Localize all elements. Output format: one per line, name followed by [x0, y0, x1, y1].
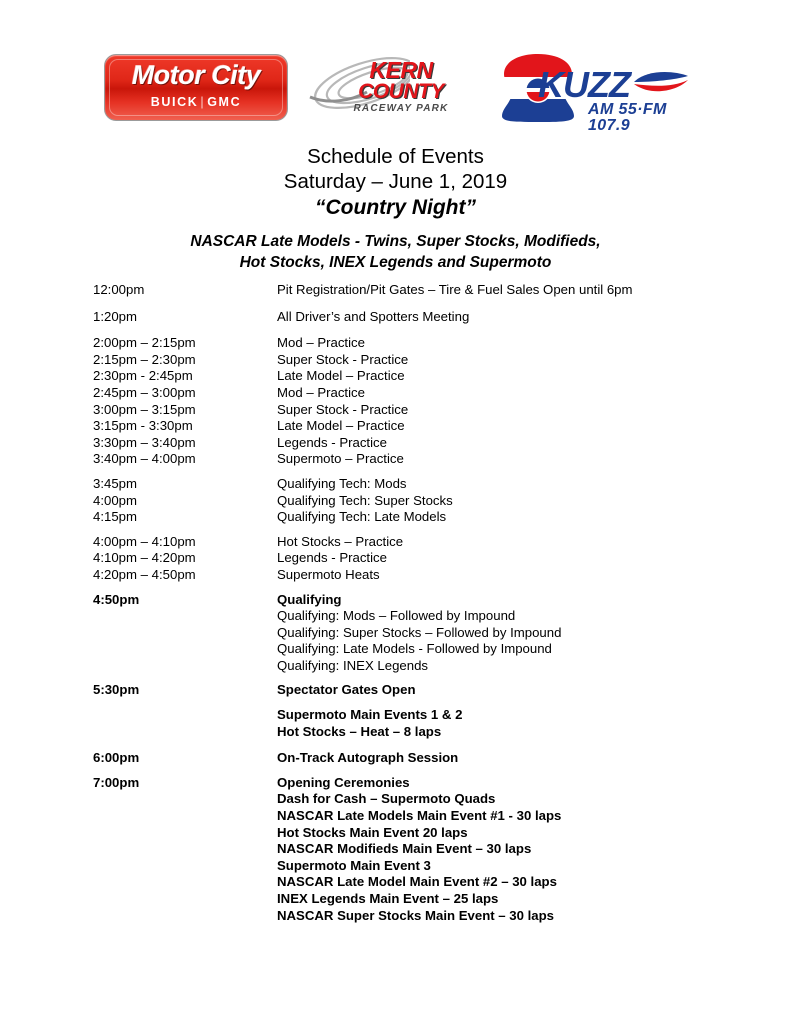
schedule-row	[0, 402, 791, 419]
schedule-row	[0, 567, 791, 584]
schedule-row-time: 4:50pm	[93, 591, 140, 607]
motor-city-logo-brands	[105, 96, 287, 109]
schedule-row-time: 2:15pm – 2:30pm	[93, 351, 196, 367]
schedule-row	[0, 550, 791, 567]
schedule-row	[0, 435, 791, 452]
schedule-row-time: 2:30pm - 2:45pm	[93, 368, 193, 384]
schedule-row-event: Hot Stocks Main Event 20 laps	[277, 824, 468, 840]
page-title: Schedule of Events	[307, 145, 484, 168]
county-label: COUNTY	[358, 79, 444, 103]
schedule-row	[0, 658, 791, 675]
schedule-row-time: 6:00pm	[93, 750, 140, 766]
schedule-row	[0, 509, 791, 526]
document-title-block	[0, 144, 791, 221]
schedule-row-event: Dash for Cash – Supermoto Quads	[277, 791, 496, 807]
schedule-row-event: Qualifying: Late Models - Followed by Impound	[277, 641, 552, 657]
schedule-row-event: Supermoto Main Events 1 & 2	[277, 707, 463, 723]
schedule-group	[0, 335, 791, 468]
schedule-row	[0, 841, 791, 858]
schedule-row	[0, 874, 791, 891]
schedule-group	[0, 707, 791, 740]
schedule-row-time: 4:15pm	[93, 509, 137, 525]
schedule-row	[0, 368, 791, 385]
schedule-row	[0, 750, 791, 767]
kern-county-logo-text	[341, 57, 461, 115]
schedule-row-event: Mod – Practice	[277, 384, 365, 400]
division-list-line-1: NASCAR Late Models - Twins, Super Stocks, Modifieds,	[190, 233, 601, 250]
schedule-group	[0, 476, 791, 526]
schedule-group	[0, 750, 791, 767]
schedule-row	[0, 724, 791, 741]
schedule-row	[0, 707, 791, 724]
schedule-row-time: 7:00pm	[93, 774, 140, 790]
schedule-row	[0, 891, 791, 908]
kern-label: KERN	[369, 57, 433, 83]
schedule-group	[0, 534, 791, 584]
schedule-row-event: Qualifying: Super Stocks – Followed by Impound	[277, 624, 562, 640]
schedule-row-event: Super Stock - Practice	[277, 351, 409, 367]
schedule-row-event: Mod – Practice	[277, 335, 365, 351]
schedule-row-time: 5:30pm	[93, 682, 140, 698]
schedule-row-event: Supermoto Heats	[277, 566, 380, 582]
kuzz-frequency-label: AM 55·FM 107.9	[588, 101, 667, 134]
schedule-row-time: 12:00pm	[93, 282, 145, 297]
schedule-group-spacer	[0, 584, 791, 592]
schedule-row-time: 3:30pm – 3:40pm	[93, 434, 196, 450]
schedule-row-time: 4:10pm – 4:20pm	[93, 550, 196, 566]
schedule-row-event: NASCAR Modifieds Main Event – 30 laps	[277, 841, 532, 857]
motor-city-logo-wordmark: Motor City	[131, 60, 261, 90]
schedule-row-event: Hot Stocks – Practice	[277, 533, 404, 549]
schedule-row	[0, 625, 791, 642]
schedule-row	[0, 309, 791, 326]
schedule-row	[0, 534, 791, 551]
schedule-row-time: 1:20pm	[93, 308, 137, 324]
schedule-group-spacer	[0, 699, 791, 707]
schedule-row	[0, 592, 791, 609]
schedule-row-time: 2:45pm – 3:00pm	[93, 384, 196, 400]
kuzz-wordmark: KUZZ	[538, 64, 630, 105]
schedule-row	[0, 493, 791, 510]
schedule-group	[0, 282, 791, 299]
schedule-group	[0, 682, 791, 699]
schedule-row-time: 3:00pm – 3:15pm	[93, 401, 196, 417]
schedule-row-time: 3:40pm – 4:00pm	[93, 451, 196, 467]
kern-county-raceway-park-logo	[305, 50, 460, 126]
schedule-row	[0, 476, 791, 493]
schedule-row-event: All Driver’s and Spotters Meeting	[277, 308, 470, 324]
schedule-row-time: 4:00pm	[93, 492, 137, 508]
schedule-group	[0, 592, 791, 675]
raceway-park-label: RACEWAY PARK	[353, 102, 449, 114]
schedule-row	[0, 682, 791, 699]
schedule-row-time: 4:00pm – 4:10pm	[93, 533, 196, 549]
schedule-row	[0, 791, 791, 808]
schedule-row	[0, 858, 791, 875]
schedule-row-event: Qualifying Tech: Super Stocks	[277, 492, 453, 508]
schedule-row	[0, 641, 791, 658]
schedule-row-event: Super Stock - Practice	[277, 401, 409, 417]
schedule-group-spacer	[0, 740, 791, 750]
schedule-row-time: 2:00pm – 2:15pm	[93, 335, 196, 351]
event-theme: “Country Night”	[315, 196, 476, 219]
schedule-row	[0, 825, 791, 842]
schedule-row-event: Opening Ceremonies	[277, 774, 410, 790]
schedule-row-event: NASCAR Late Model Main Event #2 – 30 laps	[277, 874, 557, 890]
schedule-group-spacer	[0, 299, 791, 309]
gmc-label: GMC	[207, 95, 242, 109]
schedule-row-event: Late Model – Practice	[277, 368, 405, 384]
schedule-row-event: Late Model – Practice	[277, 418, 405, 434]
schedule-row-event: Hot Stocks – Heat – 8 laps	[277, 723, 442, 739]
schedule-group-spacer	[0, 674, 791, 682]
schedule-row	[0, 418, 791, 435]
event-date: Saturday – June 1, 2019	[283, 170, 508, 193]
schedule-row	[0, 451, 791, 468]
schedule-group-spacer	[0, 325, 791, 335]
schedule-group	[0, 775, 791, 924]
schedule-row-event: Qualifying	[277, 591, 342, 607]
schedule-row-event: INEX Legends Main Event – 25 laps	[277, 891, 499, 906]
division-list	[0, 231, 791, 273]
schedule-row	[0, 352, 791, 369]
kuzz-radio-logo	[480, 52, 690, 134]
schedule-group	[0, 309, 791, 326]
logo-bar	[0, 44, 791, 136]
kuzz-swoosh-icon	[632, 68, 690, 98]
schedule-row-event: Spectator Gates Open	[277, 682, 416, 698]
schedule-row-event: Qualifying: Mods – Followed by Impound	[277, 608, 516, 624]
schedule-row-event: Legends - Practice	[277, 434, 387, 450]
schedule-row-event: Supermoto Main Event 3	[277, 857, 431, 873]
buick-label: BUICK	[150, 95, 199, 109]
schedule-row	[0, 335, 791, 352]
schedule-list	[0, 282, 791, 924]
schedule-row-time: 4:20pm – 4:50pm	[93, 566, 196, 582]
schedule-row	[0, 775, 791, 792]
schedule-row-event: Supermoto – Practice	[277, 451, 404, 467]
schedule-row	[0, 808, 791, 825]
schedule-row-event: Legends - Practice	[277, 550, 387, 566]
schedule-row	[0, 908, 791, 925]
schedule-group-spacer	[0, 526, 791, 534]
schedule-row-time: 3:45pm	[93, 475, 137, 491]
brand-divider: |	[200, 95, 206, 109]
schedule-row-event: Pit Registration/Pit Gates – Tire & Fuel Sales Open until 6pm	[277, 282, 633, 297]
schedule-group-spacer	[0, 468, 791, 476]
schedule-row-time: 3:15pm - 3:30pm	[93, 418, 193, 434]
schedule-row	[0, 385, 791, 402]
division-list-line-2: Hot Stocks, INEX Legends and Supermoto	[239, 254, 552, 271]
motor-city-buick-gmc-logo	[104, 54, 288, 121]
schedule-row-event: Qualifying Tech: Late Models	[277, 509, 447, 525]
schedule-group-spacer	[0, 767, 791, 775]
schedule-row-event: Qualifying Tech: Mods	[277, 475, 407, 491]
schedule-row-event: Qualifying: INEX Legends	[277, 657, 429, 673]
schedule-row-event: NASCAR Super Stocks Main Event – 30 laps	[277, 907, 555, 923]
schedule-row-event: On-Track Autograph Session	[277, 750, 459, 766]
schedule-row	[0, 282, 791, 299]
schedule-row-event: NASCAR Late Models Main Event #1 - 30 laps	[277, 808, 562, 824]
schedule-row	[0, 608, 791, 625]
